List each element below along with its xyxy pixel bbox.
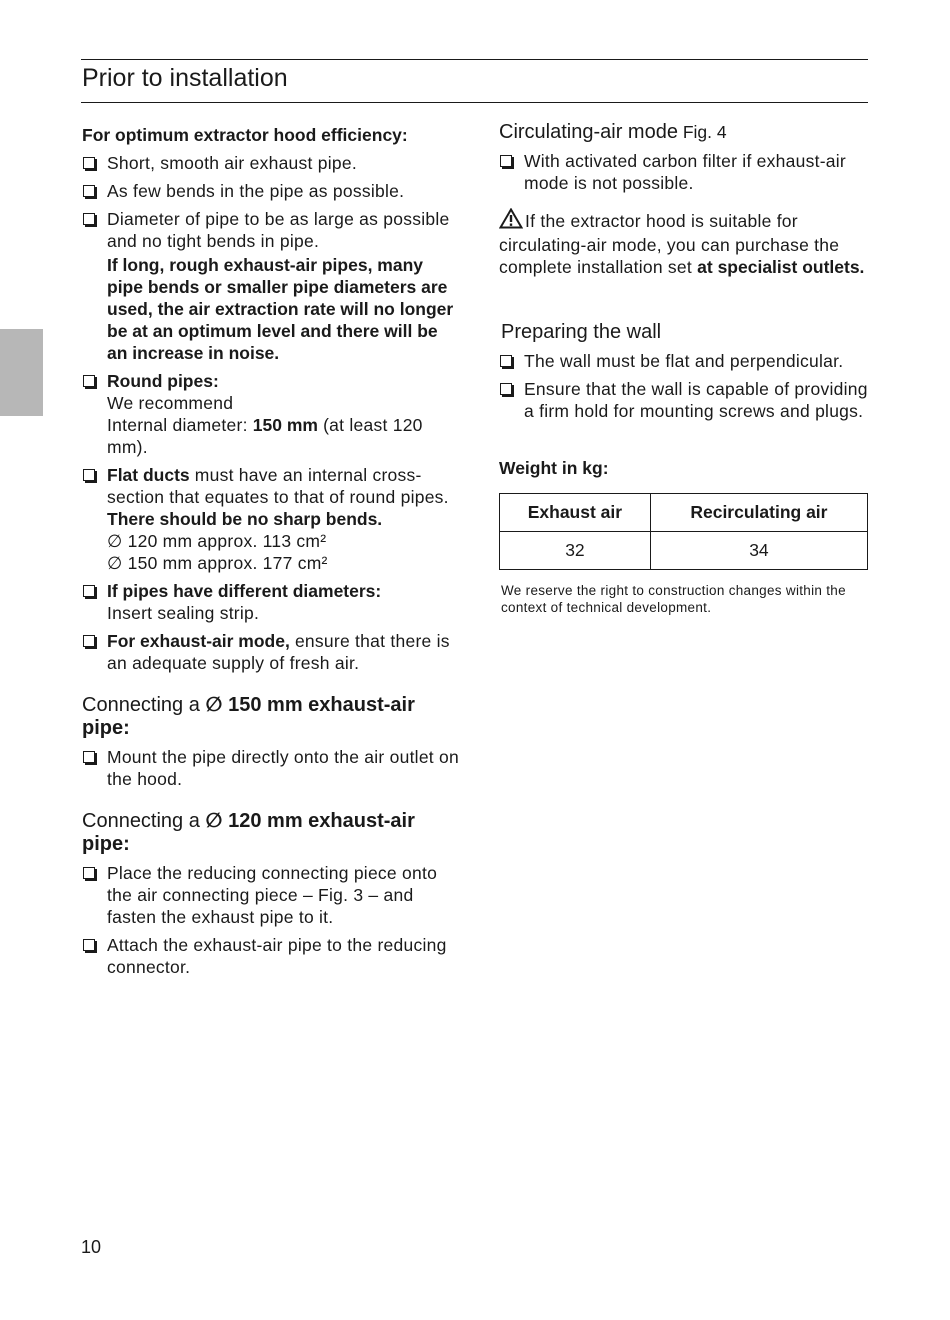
section-tab-marker [0,329,43,416]
page-title: Prior to installation [82,64,288,92]
table-row [500,532,868,570]
preparing-wall-heading: Preparing the wall [501,321,662,343]
preparing-wall-list [499,350,869,422]
warning-text-bold: at specialist outlets. [697,257,865,277]
header-bottom-rule [81,102,868,103]
list-item-exhaust-mode [82,630,462,674]
left-column [82,121,462,984]
flat-ducts-text: must have an internal cross-section that equates to that of round pipes. [107,465,449,507]
connect-150-heading-rest: ∅ 150 mm exhaust-air pipe: [82,694,415,739]
connect-150-heading-prefix: Connecting a [82,694,206,716]
list-item: Attach the exhaust-air pipe to the reducing connector. [82,934,462,978]
connect-150-heading [82,694,462,740]
connect-120-list [82,862,462,978]
round-pipes-recommend: We recommend [107,393,234,413]
diameter-rest: (at least 120 mm). [107,415,423,457]
different-diameters-heading: If pipes have different diameters: [107,581,382,601]
pipe-types-list [82,370,462,674]
circulating-air-list [499,150,869,194]
circulating-air-title: Circulating-air mode [499,121,678,143]
page-number: 10 [81,1237,102,1257]
list-item-different-diameters [82,580,462,624]
header-top-rule [81,59,868,60]
weight-recirculating-air: 34 [650,532,867,570]
round-pipes-heading: Round pipes: [107,371,219,391]
table-header-row [500,494,868,532]
weight-table [499,493,868,570]
list-item [82,208,462,252]
circulating-air-heading [499,121,869,144]
list-item: Ensure that the wall is capable of providing a firm hold for mounting screws and plugs. [499,378,869,422]
exhaust-mode-heading: For exhaust-air mode, [107,631,290,651]
efficiency-intro: For optimum extractor hood efficiency: [82,125,408,145]
flat-ducts-heading: Flat ducts [107,465,190,485]
flat-duct-spec-120: ∅ 120 mm approx. 113 cm² [107,531,327,551]
warning-text: If the extractor hood is suitable for circulating-air mode, you can purchase the complete installation set [499,211,840,277]
connect-120-heading-prefix: Connecting a [82,810,206,832]
efficiency-list [82,152,462,252]
diameter-value: 150 mm [252,415,318,435]
weight-exhaust-air: 32 [500,532,651,570]
list-item: Place the reducing connecting piece onto the air connecting piece – Fig. 3 – and fasten the exhaust pipe to it. [82,862,462,928]
connect-120-heading [82,810,462,856]
list-item: With activated carbon filter if exhaust-air mode is not possible. [499,150,869,194]
list-item: Short, smooth air exhaust pipe. [82,152,462,174]
list-item-flat-ducts [82,464,462,574]
figure-reference: Fig. 4 [677,122,727,142]
list-item: As few bends in the pipe as possible. [82,180,462,202]
circulating-air-warning [499,208,869,278]
warning-triangle-icon [499,208,523,234]
weight-label: Weight in kg: [499,458,609,478]
diameter-label: Internal diameter: [107,415,253,435]
column-header-recirculating-air: Recirculating air [650,494,867,532]
no-sharp-bends-note: There should be no sharp bends. [107,509,383,529]
exhaust-mode-text: ensure that there is an adequate supply of fresh air. [107,631,450,673]
column-header-exhaust-air: Exhaust air [500,494,651,532]
pipe-warning-note: If long, rough exhaust-air pipes, many pipe bends or smaller pipe diameters are used, the air extraction rate will no longer be at an optimum level and there will be an increase in noise. [107,255,454,363]
list-item-text: Diameter of pipe to be as large as possible and no tight bends in pipe. [107,209,450,251]
list-item: Mount the pipe directly onto the air outlet on the hood. [82,746,462,790]
list-item: The wall must be flat and perpendicular. [499,350,869,372]
construction-changes-footnote: We reserve the right to construction changes within the context of technical development. [501,583,846,615]
flat-duct-spec-150: ∅ 150 mm approx. 177 cm² [107,553,328,573]
connect-150-list [82,746,462,790]
list-item-round-pipes [82,370,462,458]
right-column [499,121,869,616]
connect-120-heading-rest: ∅ 120 mm exhaust-air pipe: [82,810,415,855]
different-diameters-text: Insert sealing strip. [107,603,260,623]
